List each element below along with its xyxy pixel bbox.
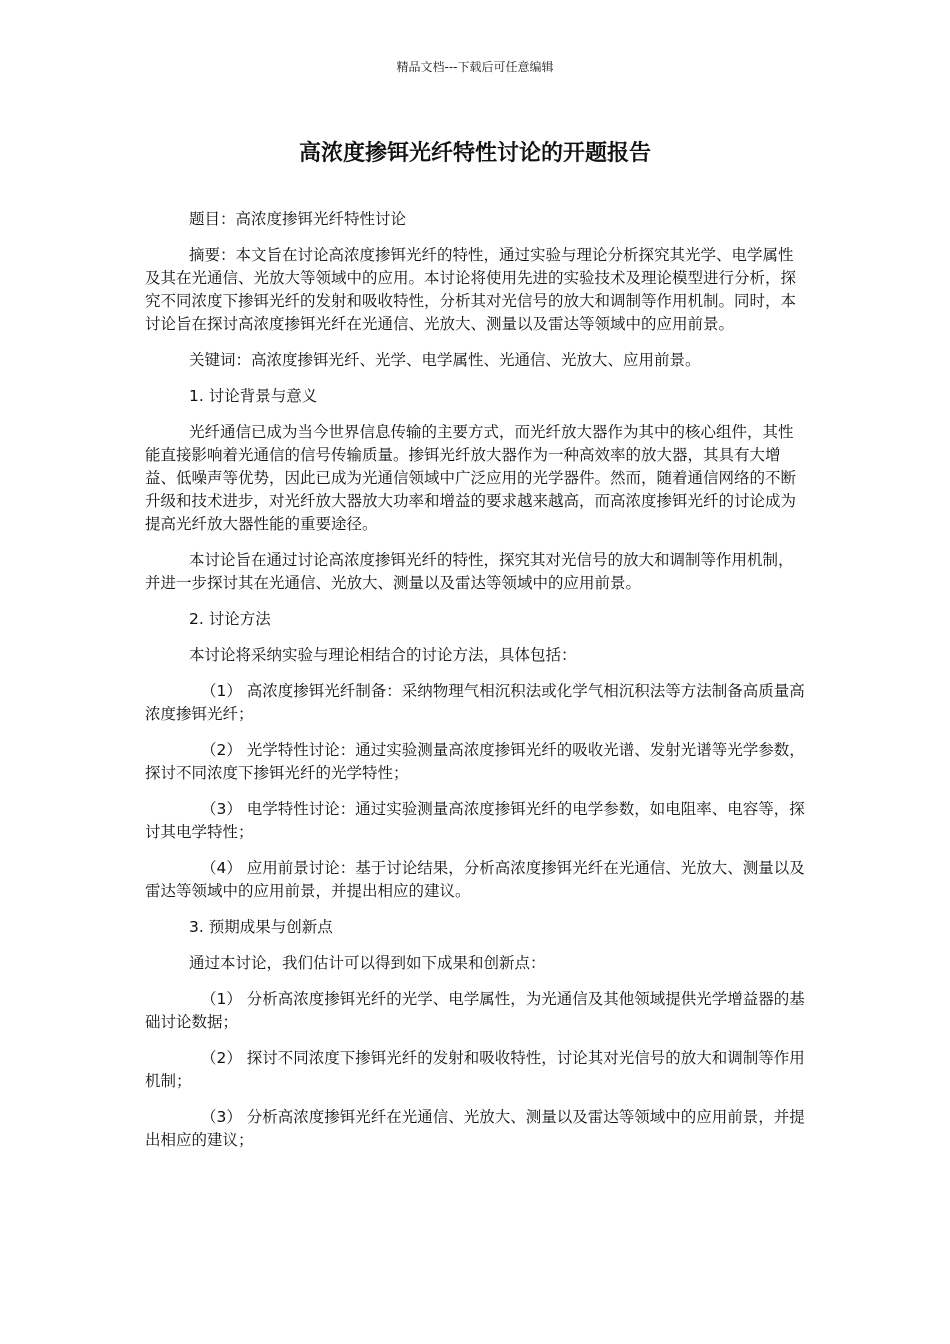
- method-item-2: （2） 光学特性讨论：通过实验测量高浓度掺铒光纤的吸收光谱、发射光谱等光学参数，探讨不同浓度下掺铒光纤的光学特性；: [145, 741, 805, 782]
- abstract-paragraph: 摘要：本文旨在讨论高浓度掺铒光纤的特性，通过实验与理论分析探究其光学、电学属性及其在光通信、光放大等领域中的应用。本讨论将使用先进的实验技术及理论模型进行分析，探究不同浓度下掺铒光纤的发射和吸收特性，分析其对光信号的放大和调制等作用机制。同时，本讨论旨在探讨高浓度掺铒光纤在光通信、光放大、测量以及雷达等领域中的应用前景。: [145, 246, 797, 333]
- topic-paragraph: 题目：高浓度掺铒光纤特性讨论: [189, 210, 407, 228]
- method-item-1: （1） 高浓度掺铒光纤制备：采纳物理气相沉积法或化学气相沉积法等方法制备高质量高浓度掺铒光纤；: [145, 682, 805, 723]
- method-item-3: （3） 电学特性讨论：通过实验测量高浓度掺铒光纤的电学参数，如电阻率、电容等，探讨其电学特性；: [145, 800, 805, 841]
- section-heading-3: 3. 预期成果与创新点: [189, 918, 333, 936]
- body-paragraph: 本讨论旨在通过讨论高浓度掺铒光纤的特性，探究其对光信号的放大和调制等作用机制，并进一步探讨其在光通信、光放大、测量以及雷达等领域中的应用前景。: [145, 551, 794, 592]
- section-heading-1: 1. 讨论背景与意义: [189, 387, 318, 405]
- body-paragraph: 光纤通信已成为当今世界信息传输的主要方式，而光纤放大器作为其中的核心组件，其性能直接影响着光通信的信号传输质量。掺铒光纤放大器作为一种高效率的放大器，其具有大增益、低噪声等优势，因此已成为光通信领域中广泛应用的光学器件。然而，随着通信网络的不断升级和技术进步，对光纤放大器放大功率和增益的要求越来越高，而高浓度掺铒光纤的讨论成为提高光纤放大器性能的重要途径。: [145, 423, 797, 533]
- body-paragraph: 本讨论将采纳实验与理论相结合的讨论方法，具体包括：: [189, 646, 577, 664]
- keywords-paragraph: 关键词：高浓度掺铒光纤、光学、电学属性、光通信、光放大、应用前景。: [189, 351, 701, 369]
- section-heading-2: 2. 讨论方法: [189, 610, 271, 628]
- outcome-item-3: （3） 分析高浓度掺铒光纤在光通信、光放大、测量以及雷达等领域中的应用前景，并提出相应的建议；: [145, 1108, 805, 1149]
- method-item-4: （4） 应用前景讨论：基于讨论结果，分析高浓度掺铒光纤在光通信、光放大、测量以及雷达等领域中的应用前景，并提出相应的建议。: [145, 859, 805, 900]
- body-paragraph: 通过本讨论，我们估计可以得到如下成果和创新点：: [189, 954, 546, 972]
- document-body: [145, 208, 805, 1165]
- outcome-item-2: （2） 探讨不同浓度下掺铒光纤的发射和吸收特性，讨论其对光信号的放大和调制等作用机制；: [145, 1049, 805, 1090]
- outcome-item-1: （1） 分析高浓度掺铒光纤的光学、电学属性，为光通信及其他领域提供光学增益器的基础讨论数据；: [145, 990, 805, 1031]
- header-note: 精品文档---下载后可任意编辑: [396, 60, 554, 74]
- document-title: 高浓度掺铒光纤特性讨论的开题报告: [298, 141, 651, 166]
